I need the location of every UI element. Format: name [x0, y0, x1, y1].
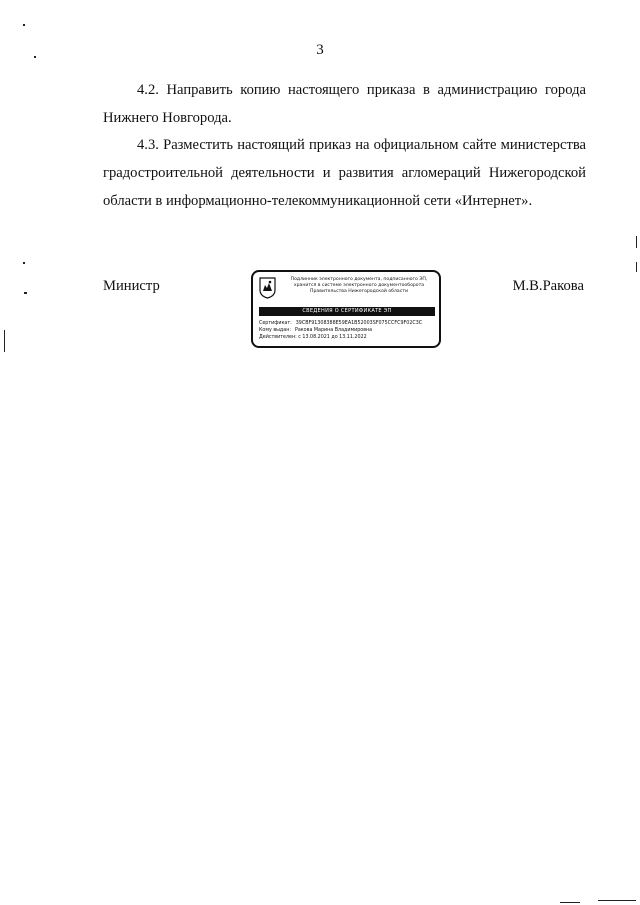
scan-mark [23, 262, 25, 264]
coat-of-arms-icon [259, 277, 276, 299]
digital-signature-stamp [251, 270, 441, 348]
scan-mark [560, 902, 580, 903]
scan-mark [24, 292, 27, 294]
stamp-header-line: хранится в системе электронного документооборота [293, 283, 425, 288]
certificate-value: 39CBF91308388E59EA1B52003SF075CCFC9F02C3C [295, 321, 423, 326]
paragraph-4-2: 4.2. Направить копию настоящего приказа в администрацию города Нижнего Новгорода. [103, 82, 586, 126]
page-number: 3 [316, 42, 324, 58]
issued-to-value: Ракова Марина Владимировна [294, 328, 373, 333]
stamp-certificate-banner: СВЕДЕНИЯ О СЕРТИФИКАТЕ ЭП [259, 307, 435, 316]
issued-to-label: Кому выдан: [259, 328, 291, 333]
stamp-header [279, 277, 439, 295]
scan-mark [4, 330, 5, 352]
scan-mark [598, 900, 636, 901]
certificate-label: Сертификат: [259, 321, 292, 326]
signer-name: М.В.Ракова [512, 278, 584, 294]
scan-mark [23, 24, 25, 26]
stamp-header-line: Правительства Нижегородской области [310, 289, 408, 294]
scan-mark [636, 262, 637, 272]
stamp-issued-to-row [259, 328, 372, 334]
stamp-certificate-row [259, 321, 422, 327]
stamp-validity-row: Действителен: с 13.08.2021 до 13.11.2022 [259, 335, 367, 340]
scan-mark [636, 236, 637, 248]
stamp-header-line: Подлинник электронного документа, подписанного ЭП, [290, 277, 428, 282]
signer-title: Министр [103, 278, 160, 294]
paragraph-4-3: 4.3. Разместить настоящий приказ на официальном сайте министерства градостроительной деятельности и развития агломераций Нижегородской области в информационно-телекоммуникационной сети «Интернет». [103, 137, 586, 209]
